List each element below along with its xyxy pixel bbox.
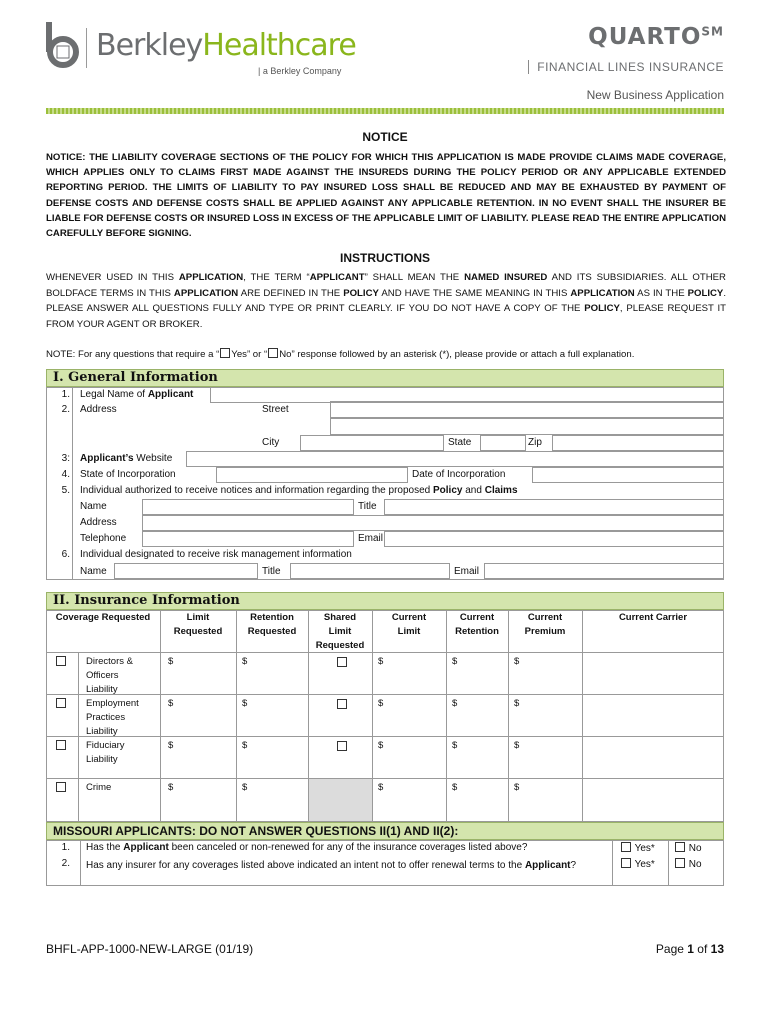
name-label: Name bbox=[80, 501, 107, 512]
dollar-sign: $ bbox=[168, 740, 174, 751]
column-divider bbox=[582, 610, 583, 822]
number-column-divider bbox=[72, 387, 73, 580]
coverage-label-do: Directors & Officers Liability bbox=[86, 656, 133, 695]
insurance-info-header: II. Insurance Information bbox=[46, 592, 724, 610]
coverage-header: Coverage Requested bbox=[55, 612, 151, 623]
coverage-label-epl: Employment Practices Liability bbox=[86, 698, 139, 737]
website-field[interactable] bbox=[186, 451, 724, 467]
dollar-sign: $ bbox=[514, 656, 520, 667]
instructions-body: WHENEVER USED IN THIS APPLICATION, THE TERM “APPLICANT” SHALL MEAN THE NAMED INSURED AND ITS SUBSIDIARIES. ALL OTHER BOLDFACE TERMS IN THIS APPLICATION ARE DEFINED IN THE POLICY AND HAVE THE SAME MEANING IN THIS APPLICATION AS IN THE POLICY. PLEASE ANSWER ALL QUESTIONS FULLY AND TYPE OR PRINT CLEARLY. IF YOU DO NOT HAVE A COPY OF THE POLICY, PLEASE REQUEST IT FROM YOUR AGENT OR BROKER. bbox=[46, 272, 726, 330]
dollar-sign: $ bbox=[242, 740, 248, 751]
limit-header: Limit Requested bbox=[173, 612, 223, 637]
column-divider bbox=[78, 652, 79, 822]
quarto-logo: QUARTO℠ bbox=[588, 24, 724, 50]
dollar-sign: $ bbox=[514, 782, 520, 793]
authorized-label: Individual authorized to receive notices and information regarding the proposed Policy and Claims bbox=[80, 485, 518, 496]
general-info-header: I. General Information bbox=[46, 369, 724, 387]
row-number: 1. bbox=[61, 389, 70, 400]
city-field[interactable] bbox=[300, 435, 444, 451]
q1-yes-option[interactable]: Yes* bbox=[620, 842, 655, 854]
address-label-2: Address bbox=[80, 517, 117, 528]
email-label: Email bbox=[358, 533, 384, 544]
berkley-company-tagline: | a Berkley Company bbox=[258, 66, 342, 76]
coverage-label-fiduciary: Fiduciary Liability bbox=[86, 740, 125, 765]
notice-title: NOTICE bbox=[362, 130, 408, 144]
fiduciary-checkbox[interactable] bbox=[56, 740, 66, 750]
notice-body: NOTICE: THE LIABILITY COVERAGE SECTIONS OF THE POLICY FOR WHICH THIS APPLICATION IS MADE PROVIDE CLAIMS MADE COVERAGE, WHICH APPLIES ONLY TO CLAIMS FIRST MADE AGAINST THE INSUREDS DURING THE POLICY PERIOD OR ANY APPLICABLE EXTENDED REPORTING PERIOD. THE LIMITS OF LIABILITY TO PAY INSURED LOSS SHALL BE REDUCED AND MAY BE EXHAUSTED BY PAYMENT OF DEFENSE COSTS AND DEFENSE COSTS SHALL BE APPLIED AGAINST ANY APPLICABLE RETENTION. IN NO EVENT SHALL THE INSURER BE LIABLE FOR DEFENSE COSTS OR INSURED LOSS IN EXCESS OF THE APPLICABLE LIMIT OF LIABILITY. PLEASE READ THE ENTIRE APPLICATION CAREFULLY BEFORE SIGNING. bbox=[46, 152, 726, 240]
dollar-sign: $ bbox=[168, 698, 174, 709]
authorized-name-field[interactable] bbox=[142, 499, 354, 515]
dollar-sign: $ bbox=[242, 782, 248, 793]
risk-title-field[interactable] bbox=[290, 563, 450, 579]
checkbox-icon bbox=[621, 842, 631, 852]
row-divider bbox=[46, 778, 724, 779]
column-divider bbox=[508, 610, 509, 822]
dollar-sign: $ bbox=[452, 698, 458, 709]
row-number: 6. bbox=[61, 549, 70, 560]
address-label: Address bbox=[80, 404, 117, 415]
note-text: NOTE: For any questions that require a “ Yes” or “ No” response followed by an asterisk (*), please provide or attach a full explanation. bbox=[46, 349, 635, 360]
date-inc-field[interactable] bbox=[532, 467, 724, 483]
page-number: Page 1 of 13 bbox=[655, 942, 724, 956]
dollar-sign: $ bbox=[514, 740, 520, 751]
dollar-sign: $ bbox=[242, 656, 248, 667]
brand-divider bbox=[86, 28, 87, 68]
state-inc-label: State of Incorporation bbox=[80, 469, 176, 480]
row-number: 5. bbox=[61, 485, 70, 496]
telephone-field[interactable] bbox=[142, 531, 354, 547]
authorized-email-field[interactable] bbox=[384, 531, 724, 547]
email-label-2: Email bbox=[454, 566, 480, 577]
zip-label: Zip bbox=[528, 437, 542, 448]
dollar-sign: $ bbox=[378, 740, 384, 751]
header-rule bbox=[46, 108, 724, 114]
dollar-sign: $ bbox=[378, 698, 384, 709]
name-label-2: Name bbox=[80, 566, 107, 577]
insurance-table bbox=[46, 610, 724, 822]
date-inc-label: Date of Incorporation bbox=[412, 469, 506, 480]
title-label-2: Title bbox=[262, 566, 281, 577]
q2-no-option[interactable]: No bbox=[674, 858, 702, 870]
telephone-label: Telephone bbox=[80, 533, 127, 544]
row-number: 2. bbox=[61, 858, 70, 869]
current-premium-header: Current Premium bbox=[524, 612, 566, 637]
row-divider bbox=[46, 736, 724, 737]
column-divider bbox=[372, 610, 373, 822]
street-field[interactable] bbox=[330, 401, 724, 418]
crime-checkbox[interactable] bbox=[56, 782, 66, 792]
column-divider bbox=[612, 840, 613, 886]
financial-lines-label: FINANCIAL LINES INSURANCE bbox=[528, 60, 724, 74]
current-retention-header: Current Retention bbox=[455, 612, 499, 637]
dollar-sign: $ bbox=[168, 782, 174, 793]
dollar-sign: $ bbox=[242, 698, 248, 709]
authorized-address-field[interactable] bbox=[142, 515, 724, 531]
dollar-sign: $ bbox=[452, 782, 458, 793]
missouri-question-1: Has the Applicant been canceled or non-renewed for any of the insurance coverages listed above? bbox=[86, 842, 528, 853]
row-divider bbox=[46, 652, 724, 653]
state-label: State bbox=[448, 437, 472, 448]
row-number: 2. bbox=[61, 404, 70, 415]
coverage-label-crime: Crime bbox=[86, 782, 112, 793]
zip-field[interactable] bbox=[552, 435, 724, 451]
shared-limit-checkbox[interactable] bbox=[337, 741, 347, 751]
shared-limit-checkbox[interactable] bbox=[337, 657, 347, 667]
street-field-line2[interactable] bbox=[330, 418, 724, 435]
column-divider bbox=[668, 840, 669, 886]
retention-header: Retention Requested bbox=[247, 612, 297, 637]
dollar-sign: $ bbox=[378, 656, 384, 667]
checkbox-icon bbox=[675, 842, 685, 852]
column-divider bbox=[446, 610, 447, 822]
checkbox-icon bbox=[220, 348, 230, 358]
row-number: 1. bbox=[61, 842, 70, 853]
q1-no-option[interactable]: No bbox=[674, 842, 702, 854]
form-type: New Business Application bbox=[586, 88, 724, 102]
dollar-sign: $ bbox=[452, 740, 458, 751]
column-divider bbox=[236, 610, 237, 822]
instructions-title: INSTRUCTIONS bbox=[340, 251, 430, 265]
row-number: 4. bbox=[61, 469, 70, 480]
checkbox-icon bbox=[268, 348, 278, 358]
shared-limit-na-cell bbox=[309, 779, 372, 821]
column-divider bbox=[160, 610, 161, 822]
q2-yes-option[interactable]: Yes* bbox=[620, 858, 655, 870]
dollar-sign: $ bbox=[168, 656, 174, 667]
state-field[interactable] bbox=[480, 435, 526, 451]
state-inc-field[interactable] bbox=[216, 467, 408, 483]
row-divider bbox=[46, 694, 724, 695]
risk-name-field[interactable] bbox=[114, 563, 258, 579]
form-code: BHFL-APP-1000-NEW-LARGE (01/19) bbox=[46, 942, 254, 956]
risk-email-field[interactable] bbox=[484, 563, 724, 579]
epl-checkbox[interactable] bbox=[56, 698, 66, 708]
current-carrier-header: Current Carrier bbox=[618, 612, 688, 623]
risk-mgmt-label: Individual designated to receive risk management information bbox=[80, 549, 352, 560]
missouri-question-2: Has any insurer for any coverages listed above indicated an intent not to offer renewal terms to the Applicant? bbox=[86, 860, 577, 871]
city-label: City bbox=[262, 437, 280, 448]
shared-limit-header: Shared Limit Requested bbox=[315, 612, 365, 651]
column-divider bbox=[80, 840, 81, 886]
title-label: Title bbox=[358, 501, 377, 512]
legal-name-label: Legal Name of Applicant bbox=[80, 389, 194, 400]
street-label: Street bbox=[262, 404, 289, 415]
checkbox-icon bbox=[621, 858, 631, 868]
dollar-sign: $ bbox=[452, 656, 458, 667]
checkbox-icon bbox=[675, 858, 685, 868]
shared-limit-checkbox[interactable] bbox=[337, 699, 347, 709]
do-checkbox[interactable] bbox=[56, 656, 66, 666]
dollar-sign: $ bbox=[514, 698, 520, 709]
berkley-logo-icon bbox=[46, 22, 80, 68]
brand-name: BerkleyHealthcare bbox=[96, 28, 356, 63]
current-limit-header: Current Limit bbox=[391, 612, 427, 637]
website-label: Applicant’s Website bbox=[80, 453, 173, 464]
authorized-title-field[interactable] bbox=[384, 499, 724, 515]
row-number: 3: bbox=[61, 453, 70, 464]
missouri-header: MISSOURI APPLICANTS: DO NOT ANSWER QUESTIONS II(1) AND II(2): bbox=[46, 822, 724, 840]
dollar-sign: $ bbox=[378, 782, 384, 793]
